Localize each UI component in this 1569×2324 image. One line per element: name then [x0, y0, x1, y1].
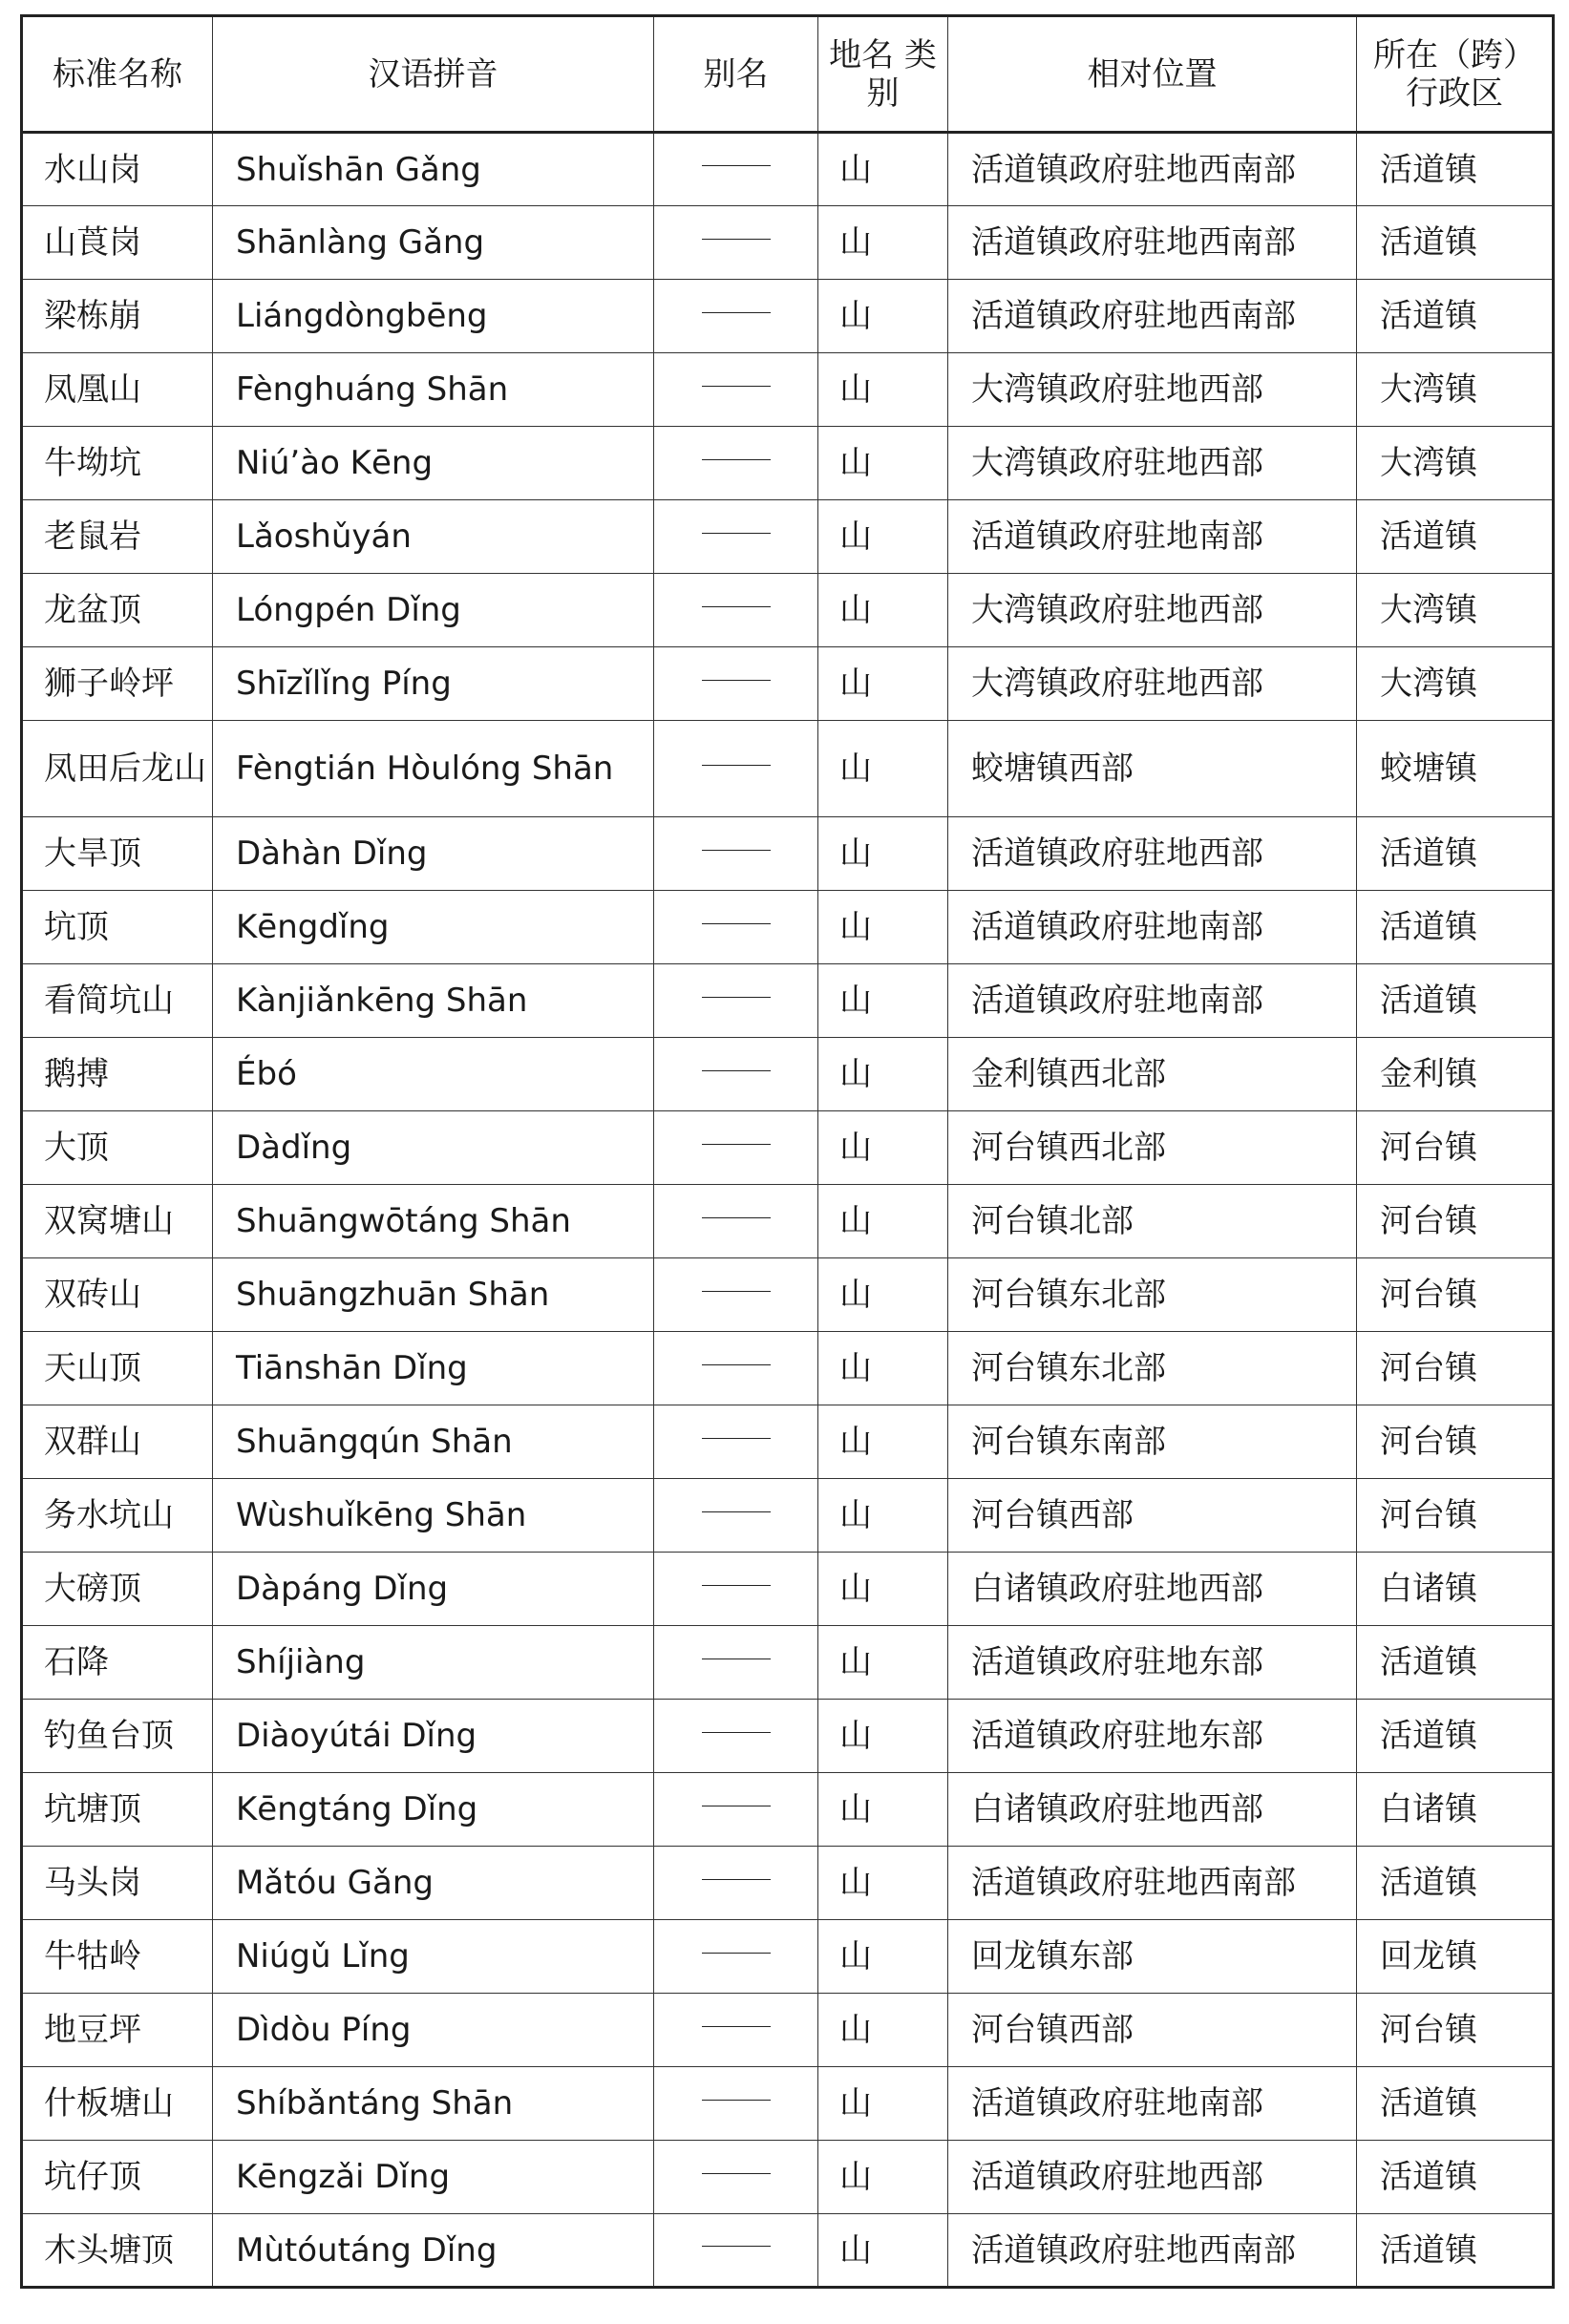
cell-place-type: 山 — [818, 1038, 948, 1111]
cell-admin-region: 河台镇 — [1357, 1405, 1554, 1479]
cell-pinyin: Kēngzǎi Dǐng — [213, 2141, 654, 2214]
cell-alias — [654, 206, 818, 280]
cell-standard-name: 梁栋崩 — [22, 280, 213, 353]
table-row — [22, 1038, 1554, 1111]
cell-admin-region: 活道镇 — [1357, 206, 1554, 280]
cell-alias — [654, 500, 818, 574]
cell-pinyin: Shuǐshān Gǎng — [213, 133, 654, 206]
table-row — [22, 353, 1554, 427]
cell-alias — [654, 1111, 818, 1185]
table-row — [22, 1553, 1554, 1626]
table-row — [22, 647, 1554, 721]
cell-standard-name: 地豆坪 — [22, 1994, 213, 2067]
cell-relative-location: 活道镇政府驻地南部 — [948, 891, 1357, 964]
cell-alias — [654, 1038, 818, 1111]
table-body — [22, 133, 1554, 2288]
cell-relative-location: 大湾镇政府驻地西部 — [948, 427, 1357, 500]
cell-admin-region: 活道镇 — [1357, 133, 1554, 206]
cell-place-type: 山 — [818, 280, 948, 353]
dash-line — [702, 1364, 771, 1365]
cell-place-type: 山 — [818, 353, 948, 427]
cell-relative-location: 河台镇西部 — [948, 1994, 1357, 2067]
dash-line — [702, 533, 771, 534]
cell-alias — [654, 721, 818, 817]
cell-standard-name: 务水坑山 — [22, 1479, 213, 1553]
dash-line — [702, 1511, 771, 1512]
dash-line — [702, 2173, 771, 2174]
dash-line — [702, 1438, 771, 1439]
dash-line — [702, 923, 771, 924]
table-row — [22, 2214, 1554, 2288]
table-row — [22, 427, 1554, 500]
table-row — [22, 1700, 1554, 1773]
cell-relative-location: 活道镇政府驻地西南部 — [948, 1847, 1357, 1920]
cell-alias — [654, 574, 818, 647]
cell-admin-region: 河台镇 — [1357, 1185, 1554, 1258]
header-row — [22, 16, 1554, 133]
cell-standard-name: 钓鱼台顶 — [22, 1700, 213, 1773]
cell-relative-location: 活道镇政府驻地南部 — [948, 500, 1357, 574]
cell-admin-region: 金利镇 — [1357, 1038, 1554, 1111]
cell-alias — [654, 1920, 818, 1994]
cell-standard-name: 老鼠岩 — [22, 500, 213, 574]
cell-alias — [654, 2214, 818, 2288]
cell-place-type: 山 — [818, 1258, 948, 1332]
cell-place-type: 山 — [818, 1111, 948, 1185]
cell-pinyin: Lóngpén Dǐng — [213, 574, 654, 647]
cell-relative-location: 活道镇政府驻地西南部 — [948, 133, 1357, 206]
cell-pinyin: Shíbǎntáng Shān — [213, 2067, 654, 2141]
cell-pinyin: Mǎtóu Gǎng — [213, 1847, 654, 1920]
dash-line — [702, 606, 771, 607]
dash-line — [702, 165, 771, 166]
dash-line — [702, 1658, 771, 1659]
cell-alias — [654, 2141, 818, 2214]
table-row — [22, 964, 1554, 1038]
cell-pinyin: Lǎoshǔyán — [213, 500, 654, 574]
cell-admin-region: 活道镇 — [1357, 500, 1554, 574]
cell-pinyin: Shuāngqún Shān — [213, 1405, 654, 1479]
cell-admin-region: 活道镇 — [1357, 1626, 1554, 1700]
cell-standard-name: 牛牯岭 — [22, 1920, 213, 1994]
cell-relative-location: 大湾镇政府驻地西部 — [948, 574, 1357, 647]
cell-place-type: 山 — [818, 817, 948, 891]
cell-relative-location: 河台镇西部 — [948, 1479, 1357, 1553]
cell-alias — [654, 1405, 818, 1479]
cell-place-type: 山 — [818, 1405, 948, 1479]
cell-pinyin: Liángdòngbēng — [213, 280, 654, 353]
cell-alias — [654, 1700, 818, 1773]
cell-place-type: 山 — [818, 1332, 948, 1405]
table-row — [22, 2141, 1554, 2214]
cell-place-type: 山 — [818, 500, 948, 574]
cell-alias — [654, 280, 818, 353]
table-row — [22, 1920, 1554, 1994]
cell-place-type: 山 — [818, 1185, 948, 1258]
dash-line — [702, 1144, 771, 1145]
dash-line — [702, 386, 771, 387]
cell-alias — [654, 2067, 818, 2141]
cell-place-type: 山 — [818, 1773, 948, 1847]
cell-standard-name: 双窝塘山 — [22, 1185, 213, 1258]
cell-place-type: 山 — [818, 2141, 948, 2214]
cell-place-type: 山 — [818, 1626, 948, 1700]
cell-alias — [654, 427, 818, 500]
dash-line — [702, 1291, 771, 1292]
cell-place-type: 山 — [818, 427, 948, 500]
cell-alias — [654, 1479, 818, 1553]
cell-place-type: 山 — [818, 2214, 948, 2288]
cell-standard-name: 木头塘顶 — [22, 2214, 213, 2288]
table-header — [22, 16, 1554, 133]
cell-relative-location: 活道镇政府驻地东部 — [948, 1626, 1357, 1700]
cell-standard-name: 天山顶 — [22, 1332, 213, 1405]
cell-alias — [654, 1258, 818, 1332]
cell-standard-name: 坑塘顶 — [22, 1773, 213, 1847]
table-row — [22, 1994, 1554, 2067]
table-row — [22, 1185, 1554, 1258]
cell-admin-region: 活道镇 — [1357, 1700, 1554, 1773]
cell-standard-name: 大顶 — [22, 1111, 213, 1185]
cell-relative-location: 河台镇东北部 — [948, 1332, 1357, 1405]
header-place-type: 地名 类别 — [818, 16, 948, 133]
cell-alias — [654, 1185, 818, 1258]
table-row — [22, 1111, 1554, 1185]
cell-pinyin: Shānlàng Gǎng — [213, 206, 654, 280]
cell-pinyin: Shuāngwōtáng Shān — [213, 1185, 654, 1258]
cell-alias — [654, 647, 818, 721]
cell-standard-name: 鹅搏 — [22, 1038, 213, 1111]
cell-place-type: 山 — [818, 1994, 948, 2067]
table-row — [22, 817, 1554, 891]
cell-relative-location: 河台镇北部 — [948, 1185, 1357, 1258]
header-pinyin: 汉语拼音 — [213, 16, 654, 133]
cell-admin-region: 活道镇 — [1357, 2067, 1554, 2141]
cell-place-type: 山 — [818, 1553, 948, 1626]
cell-admin-region: 活道镇 — [1357, 2141, 1554, 2214]
dash-line — [702, 997, 771, 998]
cell-pinyin: Niú’ào Kēng — [213, 427, 654, 500]
header-relative-location: 相对位置 — [948, 16, 1357, 133]
cell-standard-name: 看简坑山 — [22, 964, 213, 1038]
cell-standard-name: 大旱顶 — [22, 817, 213, 891]
cell-pinyin: Shuāngzhuān Shān — [213, 1258, 654, 1332]
cell-relative-location: 活道镇政府驻地西部 — [948, 817, 1357, 891]
cell-alias — [654, 1626, 818, 1700]
cell-place-type: 山 — [818, 133, 948, 206]
cell-standard-name: 凤凰山 — [22, 353, 213, 427]
cell-relative-location: 大湾镇政府驻地西部 — [948, 647, 1357, 721]
cell-admin-region: 活道镇 — [1357, 280, 1554, 353]
cell-admin-region: 活道镇 — [1357, 2214, 1554, 2288]
dash-line — [702, 1732, 771, 1733]
cell-relative-location: 河台镇西北部 — [948, 1111, 1357, 1185]
cell-admin-region: 大湾镇 — [1357, 647, 1554, 721]
cell-pinyin: Kēngdǐng — [213, 891, 654, 964]
cell-place-type: 山 — [818, 1700, 948, 1773]
cell-admin-region: 河台镇 — [1357, 1479, 1554, 1553]
cell-alias — [654, 891, 818, 964]
table-row — [22, 133, 1554, 206]
table-row — [22, 1258, 1554, 1332]
cell-standard-name: 石降 — [22, 1626, 213, 1700]
cell-pinyin: Dìdòu Píng — [213, 1994, 654, 2067]
cell-admin-region: 白诸镇 — [1357, 1553, 1554, 1626]
cell-place-type: 山 — [818, 1479, 948, 1553]
dash-line — [702, 1217, 771, 1218]
cell-admin-region: 河台镇 — [1357, 1332, 1554, 1405]
cell-alias — [654, 817, 818, 891]
cell-pinyin: Diàoyútái Dǐng — [213, 1700, 654, 1773]
cell-relative-location: 金利镇西北部 — [948, 1038, 1357, 1111]
dash-line — [702, 1070, 771, 1071]
cell-alias — [654, 1847, 818, 1920]
cell-pinyin: Dàpáng Dǐng — [213, 1553, 654, 1626]
cell-relative-location: 河台镇东北部 — [948, 1258, 1357, 1332]
table-row — [22, 500, 1554, 574]
cell-alias — [654, 1332, 818, 1405]
cell-pinyin: Wùshuǐkēng Shān — [213, 1479, 654, 1553]
cell-relative-location: 河台镇东南部 — [948, 1405, 1357, 1479]
table-row — [22, 1479, 1554, 1553]
table-row — [22, 1405, 1554, 1479]
cell-admin-region: 活道镇 — [1357, 1847, 1554, 1920]
cell-pinyin: Fènghuáng Shān — [213, 353, 654, 427]
cell-relative-location: 蛟塘镇西部 — [948, 721, 1357, 817]
cell-admin-region: 蛟塘镇 — [1357, 721, 1554, 817]
cell-admin-region: 大湾镇 — [1357, 427, 1554, 500]
cell-relative-location: 白诸镇政府驻地西部 — [948, 1553, 1357, 1626]
cell-standard-name: 牛坳坑 — [22, 427, 213, 500]
cell-place-type: 山 — [818, 1920, 948, 1994]
cell-admin-region: 大湾镇 — [1357, 353, 1554, 427]
cell-standard-name: 山莨岗 — [22, 206, 213, 280]
cell-standard-name: 双群山 — [22, 1405, 213, 1479]
header-admin-region: 所在（跨） 行政区 — [1357, 16, 1554, 133]
table-row — [22, 721, 1554, 817]
cell-standard-name: 坑仔顶 — [22, 2141, 213, 2214]
cell-standard-name: 凤田后龙山 — [22, 721, 213, 817]
cell-pinyin: Fèngtián Hòulóng Shān — [213, 721, 654, 817]
cell-standard-name: 水山岗 — [22, 133, 213, 206]
cell-pinyin: Dàdǐng — [213, 1111, 654, 1185]
cell-pinyin: Dàhàn Dǐng — [213, 817, 654, 891]
cell-place-type: 山 — [818, 964, 948, 1038]
cell-relative-location: 活道镇政府驻地西部 — [948, 2141, 1357, 2214]
cell-standard-name: 龙盆顶 — [22, 574, 213, 647]
cell-admin-region: 河台镇 — [1357, 1994, 1554, 2067]
cell-relative-location: 活道镇政府驻地南部 — [948, 964, 1357, 1038]
cell-pinyin: Kēngtáng Dǐng — [213, 1773, 654, 1847]
dash-line — [702, 2026, 771, 2027]
cell-relative-location: 活道镇政府驻地东部 — [948, 1700, 1357, 1773]
cell-admin-region: 河台镇 — [1357, 1111, 1554, 1185]
cell-pinyin: Niúgǔ Lǐng — [213, 1920, 654, 1994]
header-standard-name: 标准名称 — [22, 16, 213, 133]
table-row — [22, 574, 1554, 647]
cell-alias — [654, 964, 818, 1038]
header-alias: 别名 — [654, 16, 818, 133]
cell-relative-location: 活道镇政府驻地西南部 — [948, 206, 1357, 280]
cell-place-type: 山 — [818, 206, 948, 280]
cell-relative-location: 大湾镇政府驻地西部 — [948, 353, 1357, 427]
cell-alias — [654, 1773, 818, 1847]
table-row — [22, 280, 1554, 353]
cell-standard-name: 什板塘山 — [22, 2067, 213, 2141]
cell-alias — [654, 133, 818, 206]
table-row — [22, 891, 1554, 964]
cell-relative-location: 回龙镇东部 — [948, 1920, 1357, 1994]
cell-admin-region: 白诸镇 — [1357, 1773, 1554, 1847]
dash-line — [702, 765, 771, 766]
cell-alias — [654, 1994, 818, 2067]
cell-place-type: 山 — [818, 721, 948, 817]
table-row — [22, 2067, 1554, 2141]
cell-admin-region: 活道镇 — [1357, 964, 1554, 1038]
cell-pinyin: Shíjiàng — [213, 1626, 654, 1700]
dash-line — [702, 239, 771, 240]
dash-line — [702, 680, 771, 681]
cell-standard-name: 大磅顶 — [22, 1553, 213, 1626]
cell-admin-region: 活道镇 — [1357, 817, 1554, 891]
cell-pinyin: Ébó — [213, 1038, 654, 1111]
dash-line — [702, 2100, 771, 2101]
cell-pinyin: Mùtóutáng Dǐng — [213, 2214, 654, 2288]
dash-line — [702, 2246, 771, 2247]
place-name-table — [20, 14, 1555, 2289]
cell-pinyin: Kànjiǎnkēng Shān — [213, 964, 654, 1038]
cell-admin-region: 大湾镇 — [1357, 574, 1554, 647]
cell-standard-name: 马头岗 — [22, 1847, 213, 1920]
cell-place-type: 山 — [818, 647, 948, 721]
cell-alias — [654, 353, 818, 427]
table-row — [22, 1847, 1554, 1920]
dash-line — [702, 1879, 771, 1880]
cell-standard-name: 狮子岭坪 — [22, 647, 213, 721]
dash-line — [702, 459, 771, 460]
dash-line — [702, 312, 771, 313]
table-row — [22, 1332, 1554, 1405]
cell-place-type: 山 — [818, 574, 948, 647]
cell-admin-region: 活道镇 — [1357, 891, 1554, 964]
dash-line — [702, 1585, 771, 1586]
cell-pinyin: Tiānshān Dǐng — [213, 1332, 654, 1405]
cell-place-type: 山 — [818, 891, 948, 964]
cell-place-type: 山 — [818, 2067, 948, 2141]
cell-standard-name: 双砖山 — [22, 1258, 213, 1332]
cell-admin-region: 河台镇 — [1357, 1258, 1554, 1332]
dash-line — [702, 1953, 771, 1954]
cell-alias — [654, 1553, 818, 1626]
table-row — [22, 1773, 1554, 1847]
cell-relative-location: 白诸镇政府驻地西部 — [948, 1773, 1357, 1847]
cell-relative-location: 活道镇政府驻地西南部 — [948, 280, 1357, 353]
cell-admin-region: 回龙镇 — [1357, 1920, 1554, 1994]
table-row — [22, 206, 1554, 280]
cell-relative-location: 活道镇政府驻地西南部 — [948, 2214, 1357, 2288]
cell-pinyin: Shīzǐlǐng Píng — [213, 647, 654, 721]
cell-standard-name: 坑顶 — [22, 891, 213, 964]
cell-place-type: 山 — [818, 1847, 948, 1920]
table-row — [22, 1626, 1554, 1700]
dash-line — [702, 850, 771, 851]
cell-relative-location: 活道镇政府驻地南部 — [948, 2067, 1357, 2141]
